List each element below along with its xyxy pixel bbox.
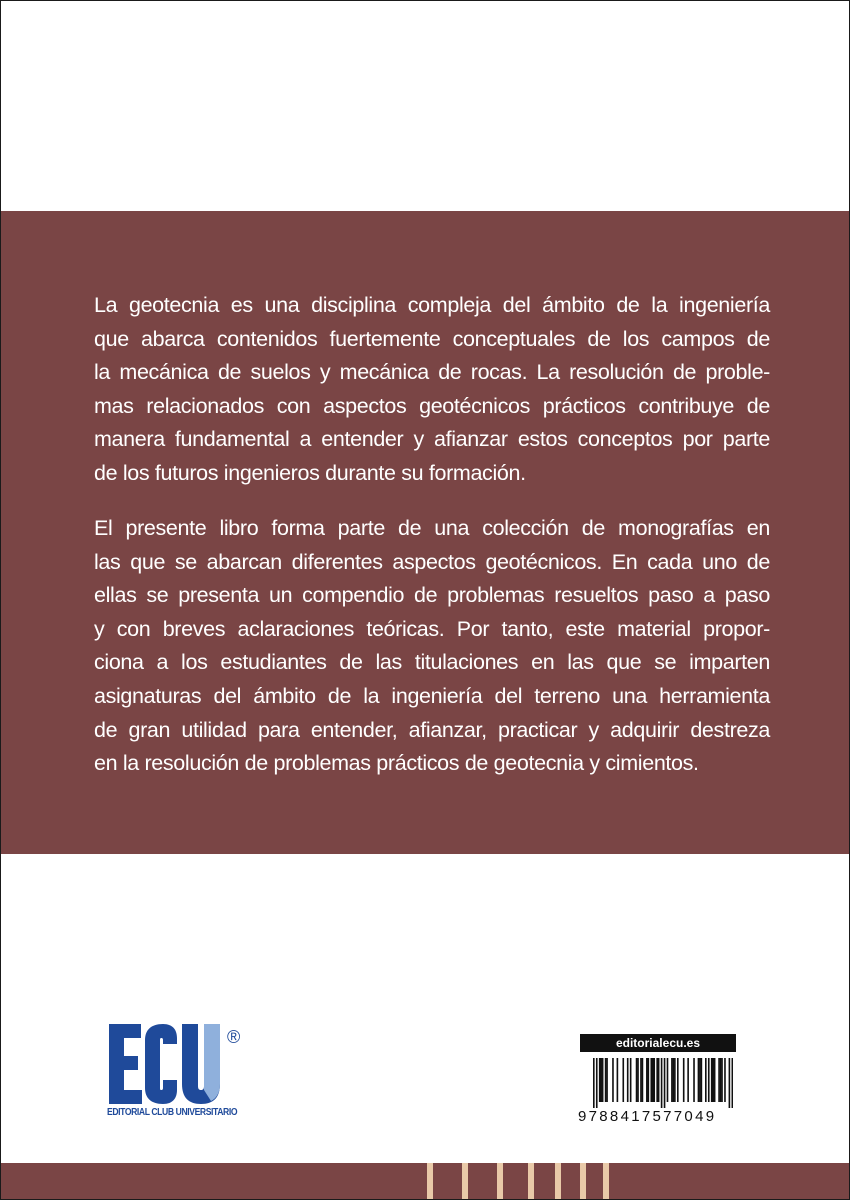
bottom-stripe <box>497 1163 503 1199</box>
isbn-number: 9788417577049 <box>578 1108 717 1125</box>
paragraph-line: en la resolución de problemas prácticos de geotecnia y cimientos. <box>94 751 699 776</box>
paragraph-line: manera fundamental a entender y afianzar estos conceptos por parte <box>94 427 770 452</box>
barcode-bar <box>640 1058 642 1102</box>
bottom-stripe <box>462 1163 468 1199</box>
barcode-bar <box>642 1058 644 1102</box>
barcode-bar <box>698 1058 700 1102</box>
barcode-bar <box>622 1058 624 1102</box>
barcode-bar <box>593 1058 595 1108</box>
barcode-bar <box>721 1058 723 1102</box>
paragraph-line: de los futuros ingenieros durante su formación. <box>94 460 526 485</box>
barcode-bar <box>664 1058 666 1108</box>
paragraph-line: la mecánica de suelos y mecánica de rocas. La resolución de proble- <box>94 360 770 385</box>
bottom-stripe <box>603 1163 609 1199</box>
barcode-bar <box>673 1058 675 1102</box>
barcode-bar <box>612 1058 614 1102</box>
ecu-logo <box>107 1022 247 1126</box>
barcode-bar <box>687 1058 689 1102</box>
barcode-bar <box>653 1058 655 1102</box>
barcode-bar <box>652 1058 654 1102</box>
barcode-bar <box>732 1058 733 1108</box>
barcode-bar <box>708 1058 710 1102</box>
barcode-bar <box>724 1058 726 1102</box>
barcode-bar <box>596 1058 598 1108</box>
paragraph-line: asignaturas del ámbito de la ingeniería del terreno una herramienta <box>94 683 770 708</box>
barcode-bar <box>705 1058 707 1102</box>
barcode-bar <box>658 1058 660 1102</box>
barcode-bar <box>606 1058 608 1102</box>
paragraph-line: ellas se presenta un compendio de problemas resueltos paso a paso <box>94 583 770 608</box>
paragraph-line: de gran utilidad para entender, afianzar, practicar y adquirir destreza <box>94 717 770 742</box>
barcode-bar <box>729 1058 731 1108</box>
barcode-bar <box>683 1058 685 1102</box>
paragraph-line: las que se abarcan diferentes aspectos geotécnicos. En cada uno de <box>94 549 770 574</box>
barcode-bar <box>627 1058 629 1102</box>
paragraph-line: El presente libro forma parte de una colección de monografías en <box>94 516 770 540</box>
barcode-bar <box>671 1058 673 1102</box>
bottom-stripe <box>580 1163 586 1199</box>
barcode-bar <box>711 1058 713 1102</box>
barcode-bar <box>617 1058 619 1102</box>
barcode-bar <box>677 1058 679 1102</box>
barcode-bar <box>599 1058 601 1102</box>
barcode-bar <box>712 1058 714 1102</box>
barcode-bar <box>718 1058 720 1102</box>
paragraph-1 <box>94 289 770 491</box>
paragraph-line: que abarca contenidos fuertemente conceptuales de los campos de <box>94 326 770 351</box>
barcode-bar <box>646 1058 648 1102</box>
registered-mark: ® <box>227 1027 241 1047</box>
barcode-bar <box>714 1058 716 1102</box>
barcode-bar <box>648 1058 650 1102</box>
paragraph-line: ciona a los estudiantes de las titulaciones en las que se imparten <box>94 650 770 675</box>
barcode-bar <box>602 1058 604 1102</box>
isbn-barcode <box>593 1058 733 1108</box>
barcode-bar <box>720 1058 722 1102</box>
bottom-stripe <box>555 1163 561 1199</box>
paragraph-2 <box>94 512 770 781</box>
logo-subtitle: EDITORIAL CLUB UNIVERSITARIO <box>107 1106 238 1118</box>
barcode-bar <box>605 1058 607 1102</box>
barcode-bar <box>630 1058 632 1102</box>
barcode-bar <box>667 1058 669 1102</box>
barcode-bar <box>650 1058 652 1102</box>
barcode-bar <box>600 1058 602 1102</box>
barcode-bar <box>674 1058 676 1102</box>
bottom-band <box>1 1163 849 1199</box>
bottom-stripe <box>427 1163 433 1199</box>
website-label: editorialecu.es <box>580 1034 736 1052</box>
ecu-logo-letters <box>107 1022 222 1106</box>
barcode-bar <box>699 1058 701 1102</box>
barcode-bar <box>701 1058 703 1102</box>
barcode-bar <box>637 1058 639 1102</box>
paragraph-line: mas relacionados con aspectos geotécnicos prácticos contribuye de <box>94 393 770 418</box>
barcode-bar <box>661 1058 663 1108</box>
barcode-bar <box>693 1058 695 1102</box>
paragraph-line: La geotecnia es una disciplina compleja del ámbito de la ingeniería <box>94 293 770 317</box>
bottom-stripe <box>528 1163 534 1199</box>
barcode-bar <box>656 1058 658 1102</box>
paragraph-line: y con breves aclaraciones teóricas. Por tanto, este material propor- <box>94 616 770 641</box>
barcode-bar <box>636 1058 638 1102</box>
